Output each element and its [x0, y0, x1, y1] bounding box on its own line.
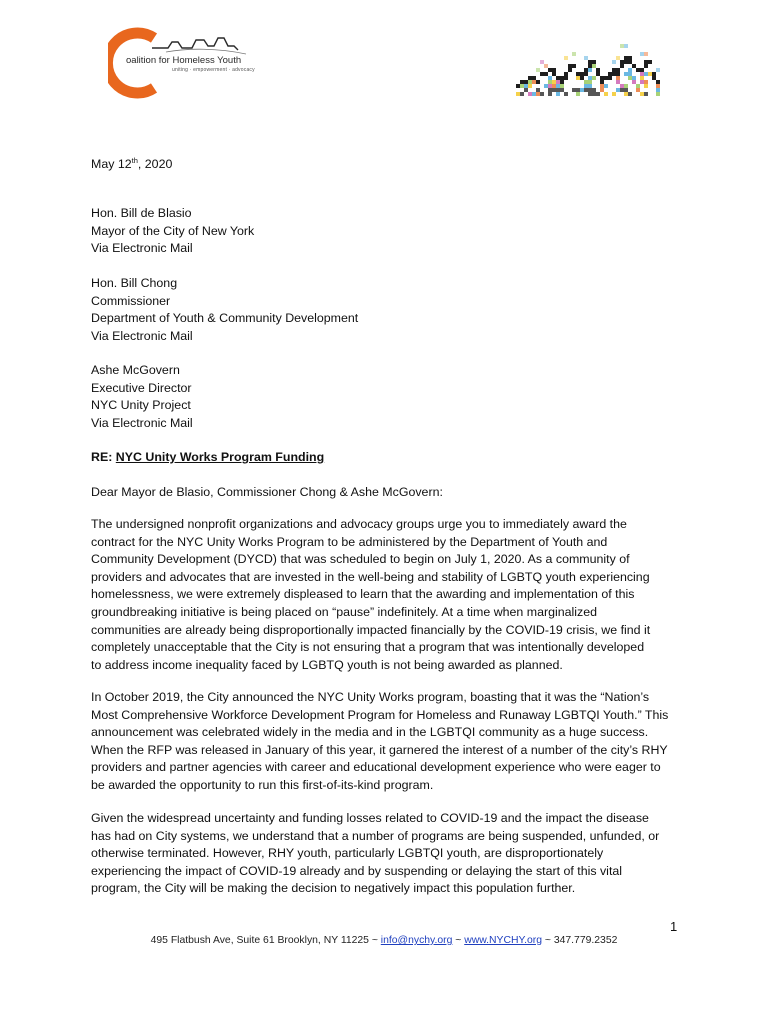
skyline-pixel	[600, 84, 604, 88]
skyline-pixel	[648, 76, 652, 80]
skyline-pixel	[600, 76, 604, 80]
skyline-pixel	[524, 92, 528, 96]
skyline-pixel	[576, 80, 580, 84]
skyline-pixel	[576, 72, 580, 76]
skyline-pixel	[568, 64, 572, 68]
coalition-logo-name: oalition for Homeless Youth	[126, 55, 242, 66]
skyline-pixel	[596, 84, 600, 88]
skyline-pixel	[620, 60, 624, 64]
skyline-pixel	[560, 92, 564, 96]
skyline-pixel	[620, 76, 624, 80]
skyline-pixel	[584, 68, 588, 72]
recipient-line: Via Electronic Mail	[91, 328, 193, 343]
skyline-pixel	[600, 92, 604, 96]
skyline-pixel	[648, 72, 652, 76]
skyline-pixel	[644, 88, 648, 92]
skyline-pixel	[588, 92, 592, 96]
skyline-pixel	[588, 88, 592, 92]
skyline-pixel	[628, 80, 632, 84]
skyline-logo	[512, 44, 662, 100]
skyline-pixel	[584, 80, 588, 84]
skyline-pixel	[656, 80, 660, 84]
skyline-pixel	[520, 80, 524, 84]
body-paragraph-2: In October 2019, the City announced the NYC Unity Works program, boasting that it was the “Nation’s Most Comprehensive Workforce Development Program for Homeless and Runaway LGBTQI Youth.” This announcement was celebrated widely in the media and in the LGBTQI community as a huge success. When the RFP was released in January of this year, it garnered the interest of a number of the city’s RHY providers and partner agencies with career and educational development experience who were eager to be awarded the opportunity to run this first-of-its-kind program.	[91, 690, 669, 792]
skyline-pixel	[584, 92, 588, 96]
skyline-pixel	[588, 72, 592, 76]
skyline-pixel	[624, 84, 628, 88]
skyline-pixel	[588, 64, 592, 68]
recipient-line: Hon. Bill Chong	[91, 276, 178, 290]
subject-label: RE:	[91, 450, 116, 464]
subject-text: NYC Unity Works Program Funding	[115, 450, 325, 464]
skyline-pixel	[580, 92, 584, 96]
skyline-pixel	[540, 60, 544, 64]
skyline-pixel	[640, 88, 644, 92]
skyline-pixel	[644, 52, 648, 56]
skyline-pixel	[544, 76, 548, 80]
skyline-pixel	[644, 60, 648, 64]
page-number: 1	[670, 919, 678, 934]
skyline-pixel	[624, 72, 628, 76]
skyline-pixel	[612, 72, 616, 76]
skyline-pixel	[620, 84, 624, 88]
skyline-pixel	[536, 84, 540, 88]
skyline-pixel	[544, 88, 548, 92]
skyline-pixel	[528, 88, 532, 92]
skyline-pixel	[596, 80, 600, 84]
footer-email-link[interactable]: info@nychy.org	[380, 935, 453, 946]
skyline-pixel	[612, 76, 616, 80]
skyline-pixel	[564, 80, 568, 84]
recipient-block-1	[91, 205, 681, 258]
skyline-pixel	[604, 84, 608, 88]
skyline-pixel	[604, 88, 608, 92]
skyline-pixel	[552, 76, 556, 80]
skyline-pixel	[588, 76, 592, 80]
skyline-pixel	[536, 80, 540, 84]
skyline-pixel	[636, 68, 640, 72]
skyline-pixel	[528, 80, 532, 84]
skyline-pixel	[572, 84, 576, 88]
skyline-pixel	[628, 72, 632, 76]
letter-date: May 12th, 2020	[91, 156, 173, 171]
skyline-pixel	[580, 88, 584, 92]
skyline-pixel	[564, 72, 568, 76]
skyline-pixel	[540, 88, 544, 92]
skyline-pixel	[540, 92, 544, 96]
skyline-pixel	[640, 72, 644, 76]
coalition-logo-tagline: uniting · empowerment · advocacy	[172, 67, 255, 73]
skyline-pixel	[572, 72, 576, 76]
skyline-pixel	[620, 72, 624, 76]
skyline-pixel	[596, 92, 600, 96]
skyline-pixel	[580, 76, 584, 80]
skyline-pixel	[552, 92, 556, 96]
skyline-pixel	[596, 88, 600, 92]
skyline-pixel	[548, 84, 552, 88]
skyline-pixel	[652, 76, 656, 80]
skyline-pixel	[616, 72, 620, 76]
skyline-pixel	[548, 80, 552, 84]
skyline-pixel	[656, 68, 660, 72]
skyline-pixel	[572, 64, 576, 68]
skyline-pixel	[656, 88, 660, 92]
skyline-pixel	[596, 72, 600, 76]
recipient-line: Ashe McGovern	[91, 363, 180, 377]
skyline-pixel	[564, 92, 568, 96]
skyline-pixel	[568, 76, 572, 80]
skyline-pixel	[628, 68, 632, 72]
skyline-pixel	[520, 92, 524, 96]
skyline-pixel	[628, 64, 632, 68]
skyline-pixel	[576, 92, 580, 96]
salutation: Dear Mayor de Blasio, Commissioner Chong & Ashe McGovern:	[91, 485, 443, 499]
skyline-pixel	[592, 84, 596, 88]
skyline-pixel	[624, 60, 628, 64]
skyline-pixel	[536, 88, 540, 92]
skyline-pixel	[592, 60, 596, 64]
skyline-pixel	[560, 84, 564, 88]
skyline-pixel	[652, 88, 656, 92]
recipient-block-3	[91, 362, 681, 432]
skyline-pixel	[540, 80, 544, 84]
skyline-pixel	[544, 84, 548, 88]
skyline-pixel	[604, 76, 608, 80]
skyline-pixel	[592, 80, 596, 84]
subject-line	[91, 449, 681, 467]
skyline-pixel	[536, 92, 540, 96]
body-paragraph-3: Given the widespread uncertainty and funding losses related to COVID-19 and the impact the disease has had on City systems, we understand that a number of programs are being suspended, unfunded, or otherwise terminated. However, RHY youth, particularly LGBTQI youth, are disproportionately experiencing the impact of COVID-19 already and by suspending or delaying the start of this vital program, the City will be making the decision to negatively impact this population further.	[91, 811, 660, 896]
skyline-pixel	[588, 80, 592, 84]
skyline-pixel	[640, 52, 644, 56]
skyline-pixel	[620, 92, 624, 96]
skyline-pixel	[524, 80, 528, 84]
skyline-pixel	[516, 84, 520, 88]
skyline-pixel	[580, 84, 584, 88]
skyline-pixel	[600, 88, 604, 92]
skyline-pixel	[544, 72, 548, 76]
skyline-pixel	[628, 76, 632, 80]
footer-phone: 347.779.2352	[553, 935, 618, 946]
skyline-pixel	[616, 80, 620, 84]
skyline-pixel	[580, 80, 584, 84]
skyline-pixel	[520, 88, 524, 92]
skyline-pixel	[624, 88, 628, 92]
skyline-pixel	[632, 84, 636, 88]
skyline-pixel	[572, 88, 576, 92]
skyline-pixel	[588, 60, 592, 64]
skyline-pixel	[548, 72, 552, 76]
skyline-pixel	[640, 80, 644, 84]
skyline-pixel	[576, 88, 580, 92]
skyline-pixel	[624, 76, 628, 80]
recipient-line: Hon. Bill de Blasio	[91, 206, 192, 220]
skyline-pixel	[572, 80, 576, 84]
skyline-pixel	[564, 76, 568, 80]
skyline-pixel	[612, 68, 616, 72]
skyline-pixel	[540, 72, 544, 76]
skyline-pixel	[592, 88, 596, 92]
skyline-pixel	[616, 88, 620, 92]
skyline-pixel	[552, 88, 556, 92]
recipient-line: Department of Youth & Community Development	[91, 311, 359, 326]
skyline-pixel	[648, 84, 652, 88]
skyline-pixel	[640, 68, 644, 72]
skyline-pixel	[648, 88, 652, 92]
skyline-pixel	[592, 68, 596, 72]
skyline-pixel	[516, 92, 520, 96]
skyline-pixel	[656, 92, 660, 96]
skyline-pixel	[616, 68, 620, 72]
skyline-pixel	[608, 92, 612, 96]
skyline-pixel	[540, 76, 544, 80]
skyline-pixel	[604, 92, 608, 96]
skyline-pixel	[588, 84, 592, 88]
skyline-pixel	[652, 80, 656, 84]
skyline-pixel	[592, 72, 596, 76]
skyline-pixel	[620, 44, 624, 48]
skyline-pixel	[544, 80, 548, 84]
skyline-pixel	[632, 92, 636, 96]
skyline-pixel	[556, 84, 560, 88]
skyline-pixel	[644, 80, 648, 84]
skyline-pixel	[620, 80, 624, 84]
skyline-pixel	[568, 84, 572, 88]
body-paragraph-1: The undersigned nonprofit organizations and advocacy groups urge you to immediately award the contract for the NYC Unity Works Program to be administered by the Department of Youth and Community Development (DYCD) that was scheduled to begin on July 1, 2020. As a community of providers and advocates that are invested in the well-being and stability of LGBTQ youth experiencing homelessness, we were extremely displeased to learn that the awarding and implementation of this groundbreaking initiative is being placed on “pause” indefinitely. At a time when marginalized communities are already being disproportionally impacted financially by the COVID-19 crisis, we find it completely unacceptable that the City is not ensuring that a program that was intentionally developed to address income inequality faced by LGBTQ youth is not being awarded as planned.	[91, 517, 651, 672]
skyline-pixel	[552, 80, 556, 84]
skyline-pixel	[652, 84, 656, 88]
skyline-pixel	[608, 76, 612, 80]
skyline-pixel	[532, 76, 536, 80]
skyline-pixel	[528, 84, 532, 88]
skyline-pixel	[640, 76, 644, 80]
skyline-pixel	[564, 84, 568, 88]
skyline-pixel	[564, 56, 568, 60]
skyline-pixel	[576, 84, 580, 88]
skyline-pixel	[620, 64, 624, 68]
skyline-pixel	[604, 80, 608, 84]
skyline-pixel	[648, 80, 652, 84]
skyline-pixel	[624, 64, 628, 68]
skyline-pixel	[584, 88, 588, 92]
skyline-pixel	[624, 80, 628, 84]
skyline-pixel	[644, 64, 648, 68]
skyline-pixel	[548, 68, 552, 72]
skyline-pixel	[624, 92, 628, 96]
skyline-pixel	[652, 92, 656, 96]
skyline-pixel	[632, 68, 636, 72]
skyline-pixel	[524, 84, 528, 88]
skyline-pixel	[648, 68, 652, 72]
skyline-pixel	[632, 72, 636, 76]
skyline-pixel	[636, 88, 640, 92]
skyline-pixel	[612, 84, 616, 88]
skyline-pixel	[624, 44, 628, 48]
skyline-pixel	[628, 92, 632, 96]
recipient-line: Via Electronic Mail	[91, 415, 193, 430]
skyline-pixel	[596, 76, 600, 80]
pixel-skyline-icon	[512, 44, 662, 100]
skyline-pixel	[644, 68, 648, 72]
skyline-pixel	[608, 84, 612, 88]
skyline-pixel	[568, 80, 572, 84]
skyline-pixel	[548, 92, 552, 96]
skyline-pixel	[588, 68, 592, 72]
skyline-pixel	[632, 76, 636, 80]
skyline-pixel	[568, 72, 572, 76]
skyline-pixel	[624, 56, 628, 60]
skyline-pixel	[568, 68, 572, 72]
skyline-pixel	[616, 76, 620, 80]
skyline-pixel	[620, 88, 624, 92]
skyline-pixel	[600, 80, 604, 84]
skyline-pixel	[644, 92, 648, 96]
footer-address: 495 Flatbush Ave, Suite 61 Brooklyn, NY 11225 ~	[150, 935, 381, 946]
skyline-pixel	[636, 80, 640, 84]
skyline-pixel	[532, 84, 536, 88]
skyline-pixel	[544, 92, 548, 96]
skyline-pixel	[580, 72, 584, 76]
skyline-pixel	[616, 84, 620, 88]
skyline-pixel	[556, 88, 560, 92]
skyline-pixel	[620, 68, 624, 72]
skyline-pixel	[532, 88, 536, 92]
skyline-pixel	[556, 92, 560, 96]
skyline-pixel	[584, 84, 588, 88]
skyline-pixel	[572, 76, 576, 80]
skyline-pixel	[608, 88, 612, 92]
skyline-pixel	[592, 92, 596, 96]
recipient-line: Via Electronic Mail	[91, 241, 193, 256]
skyline-pixel	[576, 76, 580, 80]
skyline-pixel	[612, 80, 616, 84]
skyline-pixel	[592, 76, 596, 80]
skyline-pixel	[556, 80, 560, 84]
skyline-pixel	[612, 92, 616, 96]
recipient-line: Mayor of the City of New York	[91, 223, 255, 238]
skyline-pixel	[548, 76, 552, 80]
skyline-pixel	[644, 84, 648, 88]
skyline-pixel	[516, 88, 520, 92]
recipient-line: NYC Unity Project	[91, 398, 191, 413]
skyline-pixel	[596, 68, 600, 72]
skyline-pixel	[632, 80, 636, 84]
skyline-pixel	[636, 92, 640, 96]
skyline-pixel	[628, 56, 632, 60]
skyline-pixel	[560, 88, 564, 92]
skyline-pixel	[612, 88, 616, 92]
skyline-pixel	[632, 88, 636, 92]
skyline-pixel	[584, 76, 588, 80]
skyline-pixel	[636, 76, 640, 80]
skyline-pixel	[628, 60, 632, 64]
skyline-pixel	[584, 72, 588, 76]
skyline-pixel	[632, 64, 636, 68]
skyline-pixel	[528, 76, 532, 80]
footer-website-link[interactable]: www.NYCHY.org	[464, 935, 542, 946]
skyline-pixel	[556, 76, 560, 80]
skyline-pixel	[640, 84, 644, 88]
skyline-pixel	[616, 56, 620, 60]
skyline-pixel	[520, 84, 524, 88]
recipient-line: Executive Director	[91, 380, 192, 395]
skyline-pixel	[644, 72, 648, 76]
skyline-pixel	[536, 68, 540, 72]
skyline-pixel	[656, 84, 660, 88]
skyline-pixel	[524, 88, 528, 92]
skyline-pixel	[552, 72, 556, 76]
skyline-pixel	[608, 80, 612, 84]
skyline-pixel	[648, 92, 652, 96]
skyline-pixel	[636, 84, 640, 88]
skyline-pixel	[572, 68, 576, 72]
skyline-pixel	[568, 88, 572, 92]
recipient-line: Commissioner	[91, 293, 171, 308]
skyline-pixel	[640, 92, 644, 96]
skyline-pixel	[544, 64, 548, 68]
skyline-pixel	[616, 92, 620, 96]
skyline-pixel	[568, 92, 572, 96]
skyline-pixel	[592, 64, 596, 68]
skyline-pixel	[540, 84, 544, 88]
skyline-pixel	[564, 88, 568, 92]
skyline-pixel	[572, 52, 576, 56]
skyline-pixel	[548, 88, 552, 92]
skyline-pixel	[584, 56, 588, 60]
skyline-pixel	[628, 88, 632, 92]
skyline-pixel	[652, 72, 656, 76]
skyline-pixel	[648, 64, 652, 68]
skyline-pixel	[552, 84, 556, 88]
skyline-pixel	[532, 80, 536, 84]
coalition-logo	[108, 24, 256, 102]
skyline-pixel	[644, 76, 648, 80]
recipient-block-2	[91, 275, 681, 345]
skyline-pixel	[560, 76, 564, 80]
skyline-pixel	[572, 92, 576, 96]
skyline-pixel	[648, 60, 652, 64]
skyline-pixel	[628, 84, 632, 88]
skyline-pixel	[612, 60, 616, 64]
footer-contact: 495 Flatbush Ave, Suite 61 Brooklyn, NY 11225 ~ info@nychy.org ~ www.NYCHY.org ~ 347.779.2352	[150, 935, 618, 946]
skyline-pixel	[552, 68, 556, 72]
skyline-pixel	[624, 68, 628, 72]
skyline-pixel	[528, 92, 532, 96]
skyline-pixel	[608, 72, 612, 76]
skyline-pixel	[636, 72, 640, 76]
skyline-pixel	[532, 92, 536, 96]
skyline-pixel	[560, 80, 564, 84]
